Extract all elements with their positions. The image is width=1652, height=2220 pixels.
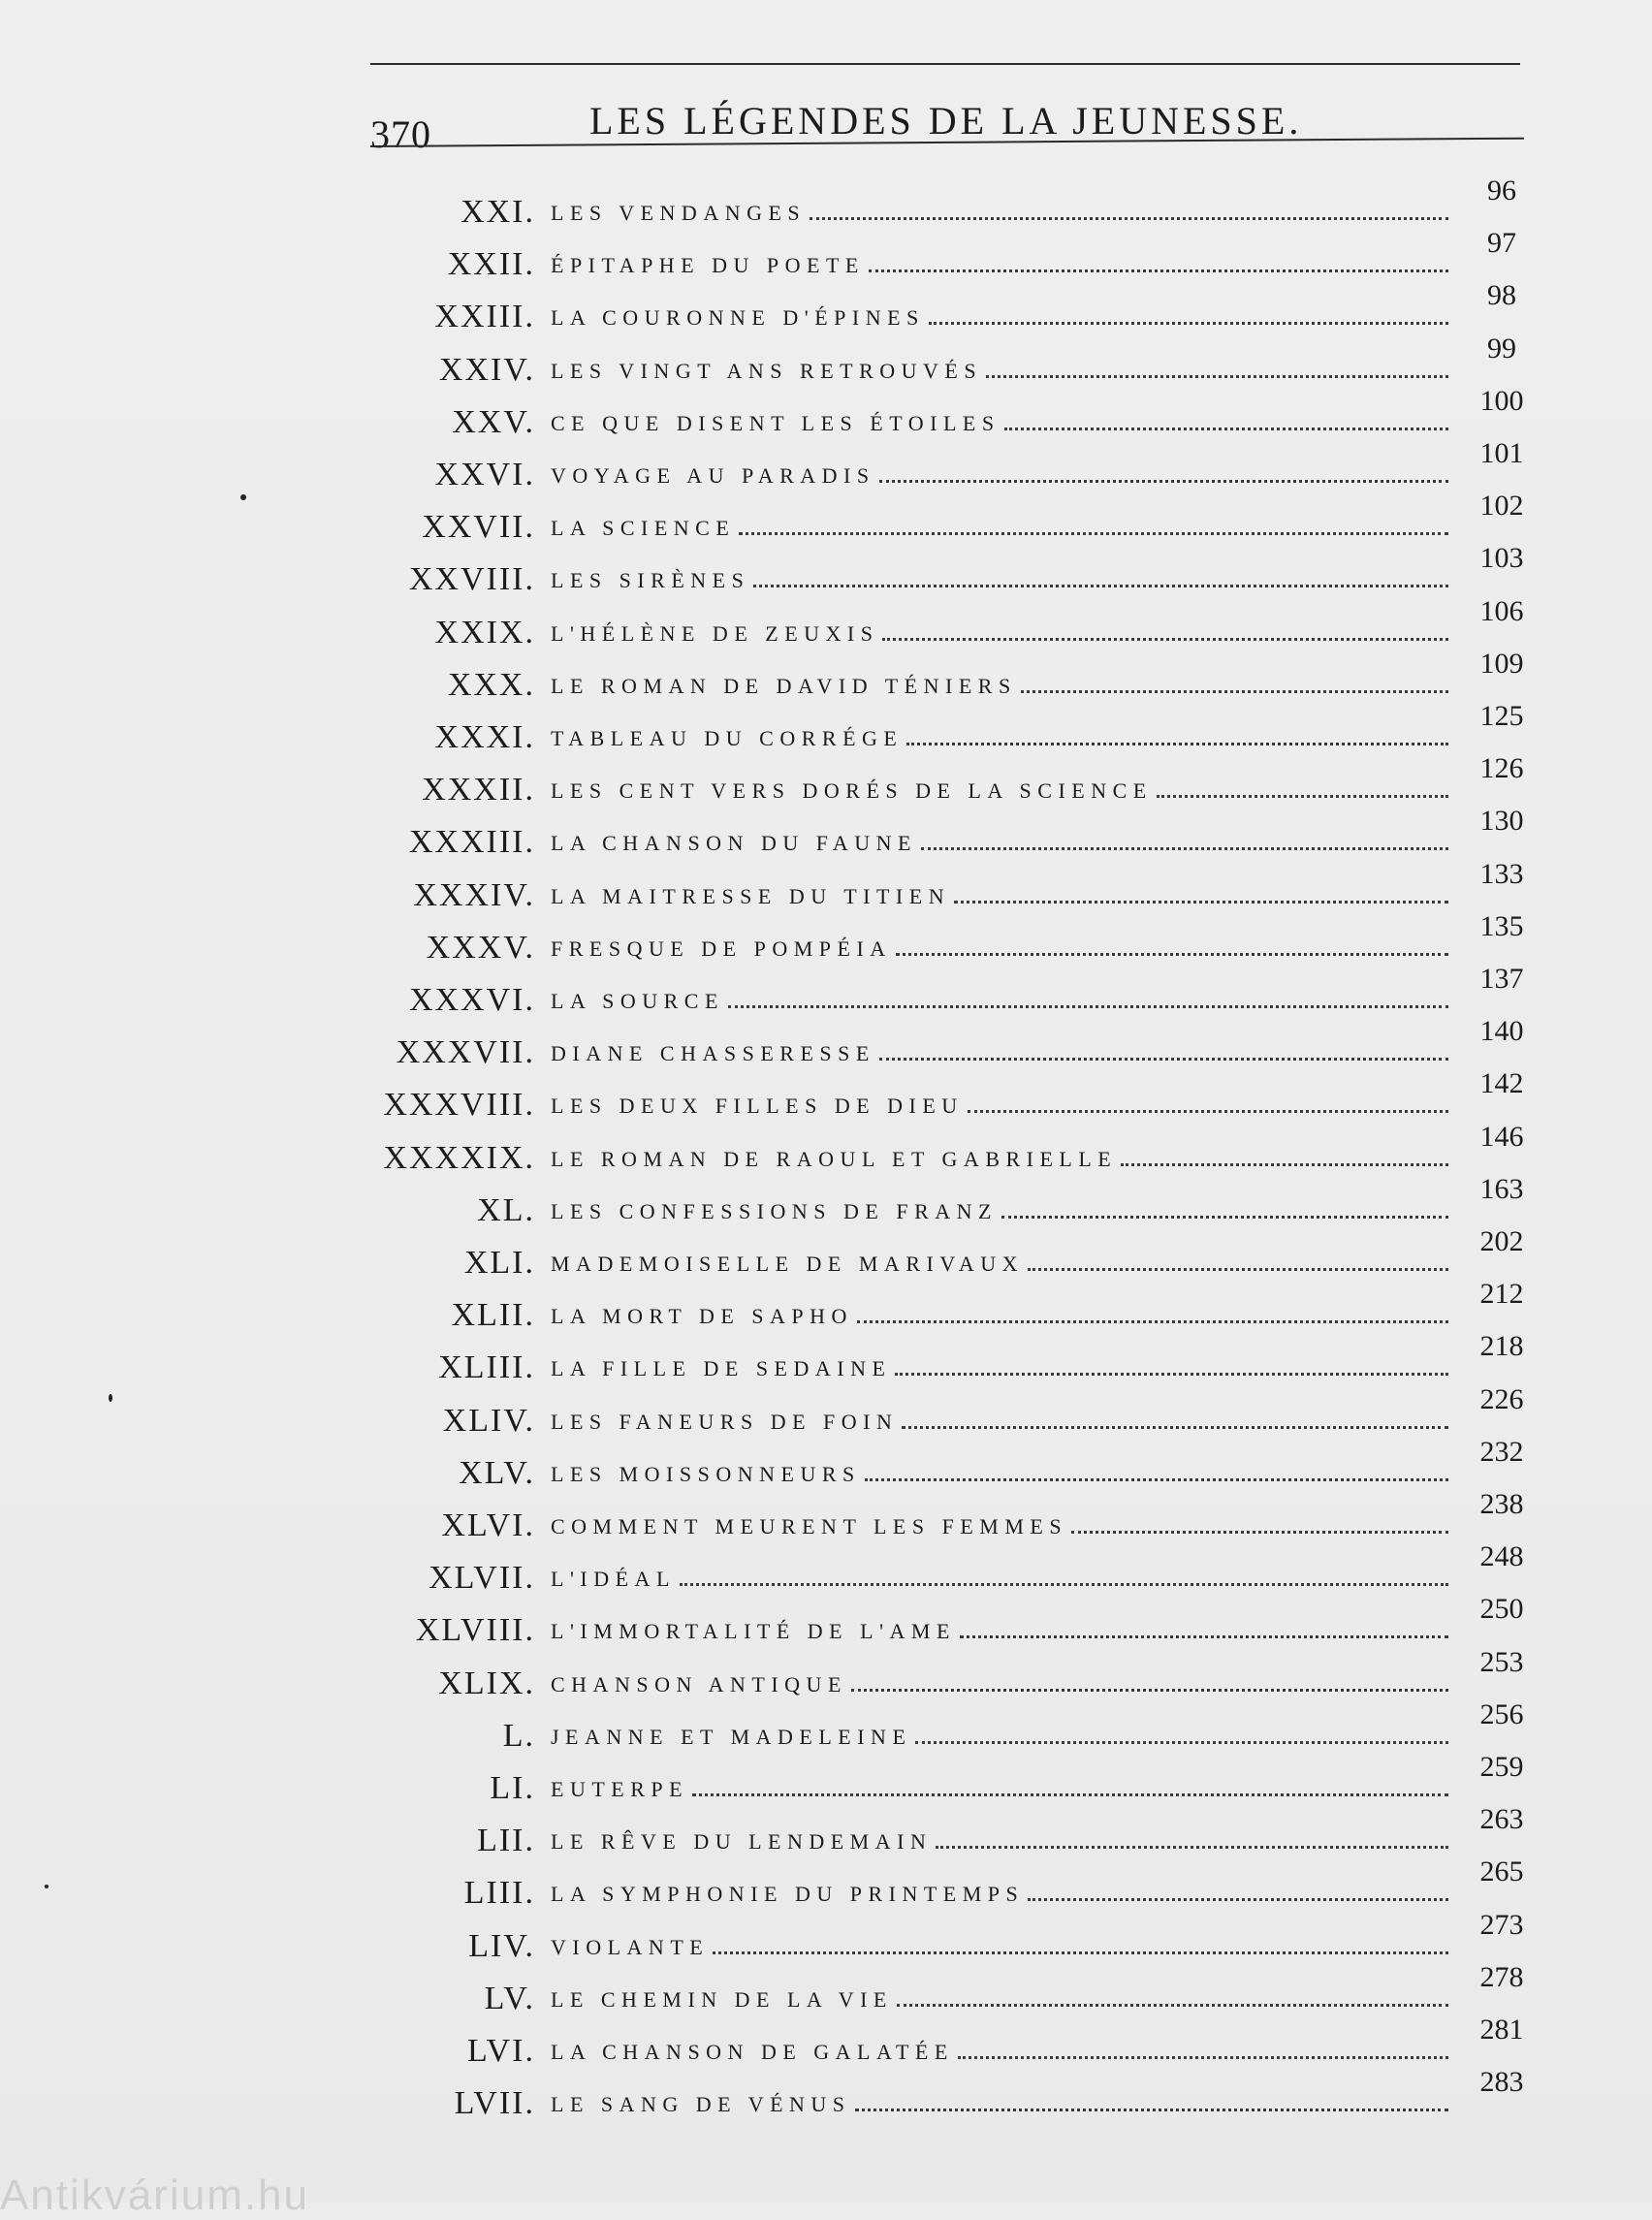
dot-leader (882, 624, 1448, 641)
toc-row (0, 647, 1652, 703)
toc-title: VIOLANTE (551, 1934, 710, 1959)
toc-page-number: 250 (1479, 1593, 1524, 1626)
toc-page-number: 253 (1479, 1645, 1524, 1678)
toc-page-number: 226 (1479, 1382, 1524, 1415)
toc-title: L'IDÉAL (551, 1567, 676, 1592)
dust-speck (240, 494, 246, 500)
toc-entry (551, 674, 1448, 703)
running-title: LES LÉGENDES DE LA JEUNESSE. (589, 99, 1303, 143)
toc-row (0, 490, 1652, 546)
toc-row (0, 1172, 1652, 1228)
toc-row (0, 542, 1652, 598)
toc-page-number: 232 (1479, 1435, 1524, 1468)
toc-entry (551, 1672, 1448, 1701)
toc-title: LA COURONNE D'ÉPINES (551, 305, 925, 331)
toc-row (0, 595, 1652, 648)
toc-title: JEANNE ET MADELEINE (551, 1724, 912, 1749)
toc-numeral: XXXIII. (408, 824, 535, 861)
toc-title: EUTERPE (551, 1777, 689, 1801)
toc-numeral: XXIX. (434, 614, 535, 650)
dot-leader (1021, 677, 1448, 693)
dot-leader (897, 1990, 1448, 2007)
toc-row (0, 1540, 1652, 1597)
top-rule (370, 63, 1520, 65)
dot-leader (929, 308, 1448, 325)
toc-row (0, 963, 1652, 1018)
watermark: Antikvárium.hu (0, 2172, 310, 2219)
dot-leader (936, 1832, 1448, 1849)
toc-entry (551, 359, 1448, 388)
toc-entry (551, 726, 1448, 755)
toc-row (0, 1330, 1652, 1386)
dot-leader (855, 2095, 1448, 2111)
toc-title: LES VINGT ANS RETROUVÉS (551, 358, 983, 383)
toc-numeral: XXXVIII. (383, 1087, 535, 1124)
toc-row (0, 1961, 1652, 2014)
toc-row (0, 1803, 1652, 1859)
toc-title: LES CENT VERS DORÉS DE LA SCIENCE (551, 778, 1153, 804)
toc-title: LE CHEMIN DE LA VIE (551, 1986, 893, 2012)
toc-page-number: 130 (1479, 805, 1524, 838)
toc-page-number: 163 (1479, 1172, 1524, 1205)
toc-entry (551, 2040, 1448, 2069)
toc-row (0, 1751, 1652, 1806)
toc-title: LA MAITRESSE DU TITIEN (551, 883, 951, 908)
toc-row (0, 1697, 1652, 1754)
toc-numeral: XLIX. (438, 1665, 535, 1701)
dot-leader (915, 1728, 1448, 1744)
toc-numeral: XXIII. (434, 299, 535, 335)
toc-row (0, 2066, 1652, 2122)
dot-leader (906, 729, 1448, 745)
toc-page-number: 248 (1479, 1540, 1524, 1573)
toc-entry (551, 1462, 1448, 1491)
dot-leader (895, 1359, 1448, 1376)
toc-entry (551, 1041, 1448, 1070)
dust-speck (45, 1885, 48, 1888)
toc-numeral: XLIII. (438, 1349, 535, 1386)
toc-entry (551, 1935, 1448, 1964)
dot-leader (1121, 1150, 1448, 1166)
toc-entry (551, 1725, 1448, 1754)
toc-row (0, 857, 1652, 913)
toc-numeral: XLI. (463, 1245, 535, 1281)
toc-page-number: 142 (1479, 1067, 1524, 1100)
toc-row (0, 384, 1652, 440)
dot-leader (1004, 414, 1448, 430)
toc-numeral: XLIV. (442, 1402, 535, 1439)
toc-page-number: 273 (1479, 1908, 1524, 1941)
dot-leader (869, 256, 1448, 272)
toc-page-number: 238 (1479, 1488, 1524, 1520)
toc-page-number: 106 (1479, 594, 1524, 627)
toc-title: LES MOISSONNEURS (551, 1461, 861, 1486)
toc-row (0, 1908, 1652, 1964)
toc-entry (551, 1567, 1448, 1596)
toc-row (0, 437, 1652, 490)
toc-title: CHANSON ANTIQUE (551, 1671, 847, 1697)
dot-leader (851, 1675, 1448, 1692)
toc-title: LES VENDANGES (551, 201, 807, 225)
toc-row (0, 1382, 1652, 1439)
toc-page-number: 146 (1479, 1120, 1524, 1153)
toc-title: LA CHANSON DE GALATÉE (551, 2040, 954, 2064)
toc-row (0, 1067, 1652, 1124)
toc-numeral: XLV. (459, 1454, 535, 1491)
toc-row (0, 1278, 1652, 1334)
toc-title: MADEMOISELLE DE MARIVAUX (551, 1252, 1025, 1276)
toc-numeral: XXVIII. (408, 561, 535, 598)
toc-entry (551, 1094, 1448, 1123)
toc-title: LE SANG DE VÉNUS (551, 2092, 851, 2117)
toc-title: LA SCIENCE (551, 516, 736, 541)
dot-leader (1071, 1517, 1448, 1534)
toc-numeral: XXVII. (422, 509, 535, 546)
dot-leader (1028, 1254, 1448, 1271)
toc-entry (551, 1199, 1448, 1228)
toc-row (0, 805, 1652, 861)
toc-entry (551, 1514, 1448, 1543)
toc-title: LA FILLE DE SEDAINE (551, 1356, 892, 1381)
toc-entry (551, 1147, 1448, 1176)
dot-leader (753, 571, 1448, 587)
toc-numeral: LVII. (454, 2085, 535, 2122)
toc-numeral: XLVII. (429, 1560, 535, 1597)
dot-leader (1157, 781, 1448, 798)
toc-title: LE ROMAN DE RAOUL ET GABRIELLE (551, 1146, 1118, 1171)
toc-numeral: LIV. (468, 1927, 535, 1964)
toc-title: LE ROMAN DE DAVID TÉNIERS (551, 673, 1017, 698)
toc-numeral: XXXVII. (396, 1034, 535, 1071)
toc-page-number: 133 (1479, 857, 1524, 890)
toc-page-number: 101 (1479, 437, 1524, 469)
toc-page-number: 97 (1487, 227, 1516, 260)
toc-numeral: XXI. (461, 194, 535, 230)
toc-entry (551, 411, 1448, 440)
toc-page-number: 102 (1479, 490, 1524, 523)
toc-title: LE RÊVE DU LENDEMAIN (551, 1829, 933, 1855)
toc-page-number: 265 (1479, 1855, 1524, 1888)
toc-page-number: 126 (1479, 752, 1524, 785)
toc-page-number: 109 (1479, 647, 1524, 680)
toc-entry (551, 463, 1448, 492)
toc-title: L'IMMORTALITÉ DE L'AME (551, 1619, 956, 1644)
toc-entry (551, 1356, 1448, 1385)
dot-leader (879, 466, 1448, 483)
toc-entry (551, 831, 1448, 860)
toc-entry (551, 1410, 1448, 1439)
toc-numeral: LIII. (463, 1875, 535, 1912)
toc-numeral: XL. (477, 1191, 535, 1228)
toc-entry (551, 1619, 1448, 1648)
toc-entry (551, 1777, 1448, 1806)
dot-leader (810, 204, 1448, 220)
dot-leader (728, 992, 1448, 1008)
toc-entry (551, 1987, 1448, 2016)
dot-leader (954, 887, 1448, 904)
toc-entry (551, 2092, 1448, 2121)
dot-leader (692, 1780, 1448, 1796)
toc-title: VOYAGE AU PARADIS (551, 463, 875, 488)
toc-page-number: 96 (1487, 174, 1516, 206)
toc-title: FRESQUE DE POMPÉIA (551, 936, 892, 961)
toc-entry (551, 1829, 1448, 1858)
toc-numeral: XXVI. (434, 457, 535, 492)
toc-row (0, 1488, 1652, 1543)
dot-leader (921, 834, 1448, 850)
toc-page-number: 263 (1479, 1803, 1524, 1836)
toc-row (0, 700, 1652, 755)
toc-entry (551, 1882, 1448, 1911)
toc-row (0, 1015, 1652, 1071)
toc-entry (551, 1304, 1448, 1333)
toc-numeral: XXXII. (422, 772, 535, 809)
toc-entry (551, 1252, 1448, 1281)
dot-leader (902, 1412, 1448, 1429)
toc-title: DIANE CHASSERESSE (551, 1041, 875, 1066)
toc-numeral: XLVIII. (415, 1612, 535, 1649)
toc-row (0, 909, 1652, 966)
toc-title: LA SOURCE (551, 989, 724, 1013)
dot-leader (1028, 1885, 1448, 1901)
toc-page-number: 256 (1479, 1697, 1524, 1730)
toc-row (0, 332, 1652, 388)
toc-page-number: 137 (1479, 963, 1524, 995)
toc-entry (551, 989, 1448, 1018)
toc-row (0, 1435, 1652, 1491)
toc-numeral: XXII. (447, 246, 535, 283)
toc-numeral: XXXIV. (413, 876, 535, 913)
toc-entry (551, 778, 1448, 808)
toc-row (0, 1120, 1652, 1176)
toc-row (0, 279, 1652, 335)
toc-numeral: XLVI. (441, 1507, 535, 1543)
dot-leader (958, 2043, 1448, 2059)
toc-row (0, 227, 1652, 283)
toc-numeral: L. (502, 1717, 535, 1754)
toc-title: TABLEAU DU CORRÉGE (551, 726, 904, 750)
toc-entry (551, 621, 1448, 650)
dot-leader (879, 1044, 1448, 1061)
toc-page-number: 140 (1479, 1015, 1524, 1048)
toc-row (0, 752, 1652, 809)
toc-row (0, 2014, 1652, 2069)
toc-entry (551, 936, 1448, 966)
toc-title: LES FANEURS DE FOIN (551, 1409, 899, 1434)
toc-row (0, 174, 1652, 230)
toc-page-number: 281 (1479, 2014, 1524, 2046)
toc-entry (551, 516, 1448, 545)
toc-title: LA SYMPHONIE DU PRINTEMPS (551, 1882, 1025, 1907)
toc-numeral: XXXI. (434, 719, 535, 755)
toc-entry (551, 201, 1448, 230)
toc-numeral: LII. (477, 1823, 535, 1859)
dot-leader (739, 519, 1448, 535)
toc-title: ÉPITAPHE DU POETE (551, 253, 865, 278)
toc-numeral: XXV. (452, 403, 535, 440)
page-number: 370 (370, 112, 431, 156)
toc-page-number: 100 (1479, 384, 1524, 417)
toc-numeral: XXXVI. (408, 982, 535, 1018)
toc-entry (551, 305, 1448, 334)
toc-page-number: 218 (1479, 1330, 1524, 1363)
dot-leader (857, 1307, 1448, 1323)
toc-entry (551, 253, 1448, 282)
toc-title: LES DEUX FILLES DE DIEU (551, 1094, 964, 1119)
toc-page-number: 202 (1479, 1225, 1524, 1257)
dot-leader (713, 1938, 1448, 1954)
toc-numeral: XXXV. (426, 929, 535, 966)
dot-leader (960, 1622, 1448, 1638)
toc-entry (551, 568, 1448, 597)
toc-title: CE QUE DISENT LES ÉTOILES (551, 410, 1001, 435)
toc-title: L'HÉLÈNE DE ZEUXIS (551, 620, 879, 646)
toc-row (0, 1645, 1652, 1701)
toc-page-number: 259 (1479, 1751, 1524, 1783)
toc-numeral: LVI. (466, 2033, 535, 2069)
dot-leader (865, 1465, 1448, 1481)
toc-page-number: 283 (1479, 2066, 1524, 2099)
dot-leader (680, 1570, 1448, 1586)
toc-title: LA MORT DE SAPHO (551, 1304, 853, 1329)
toc-page-number: 99 (1487, 332, 1516, 365)
toc-numeral: XXXXIX. (383, 1139, 535, 1176)
toc-numeral: LI. (490, 1770, 535, 1806)
toc-title: COMMENT MEURENT LES FEMMES (551, 1514, 1068, 1538)
toc-page-number: 212 (1479, 1278, 1524, 1311)
toc-page-number: 278 (1479, 1960, 1524, 1993)
dot-leader (986, 362, 1448, 378)
dot-leader (896, 939, 1448, 956)
toc-title: LES CONFESSIONS DE FRANZ (551, 1198, 998, 1223)
dust-speck (109, 1394, 112, 1402)
toc-numeral: XXIV. (438, 351, 535, 388)
dot-leader (968, 1096, 1448, 1113)
toc-row (0, 1593, 1652, 1649)
toc-row (0, 1225, 1652, 1281)
toc-title: LES SIRÈNES (551, 568, 750, 593)
toc-numeral: LV. (484, 1980, 535, 2016)
toc-page-number: 103 (1479, 542, 1524, 575)
toc-row (0, 1855, 1652, 1912)
dot-leader (1001, 1202, 1448, 1219)
toc-title: LA CHANSON DU FAUNE (551, 831, 917, 856)
toc-page-number: 98 (1487, 279, 1516, 312)
toc-page-number: 125 (1479, 700, 1524, 732)
toc-entry (551, 884, 1448, 913)
toc-page-number: 135 (1479, 909, 1524, 942)
toc-numeral: XXX. (447, 666, 535, 703)
toc-numeral: XLII. (451, 1297, 535, 1334)
